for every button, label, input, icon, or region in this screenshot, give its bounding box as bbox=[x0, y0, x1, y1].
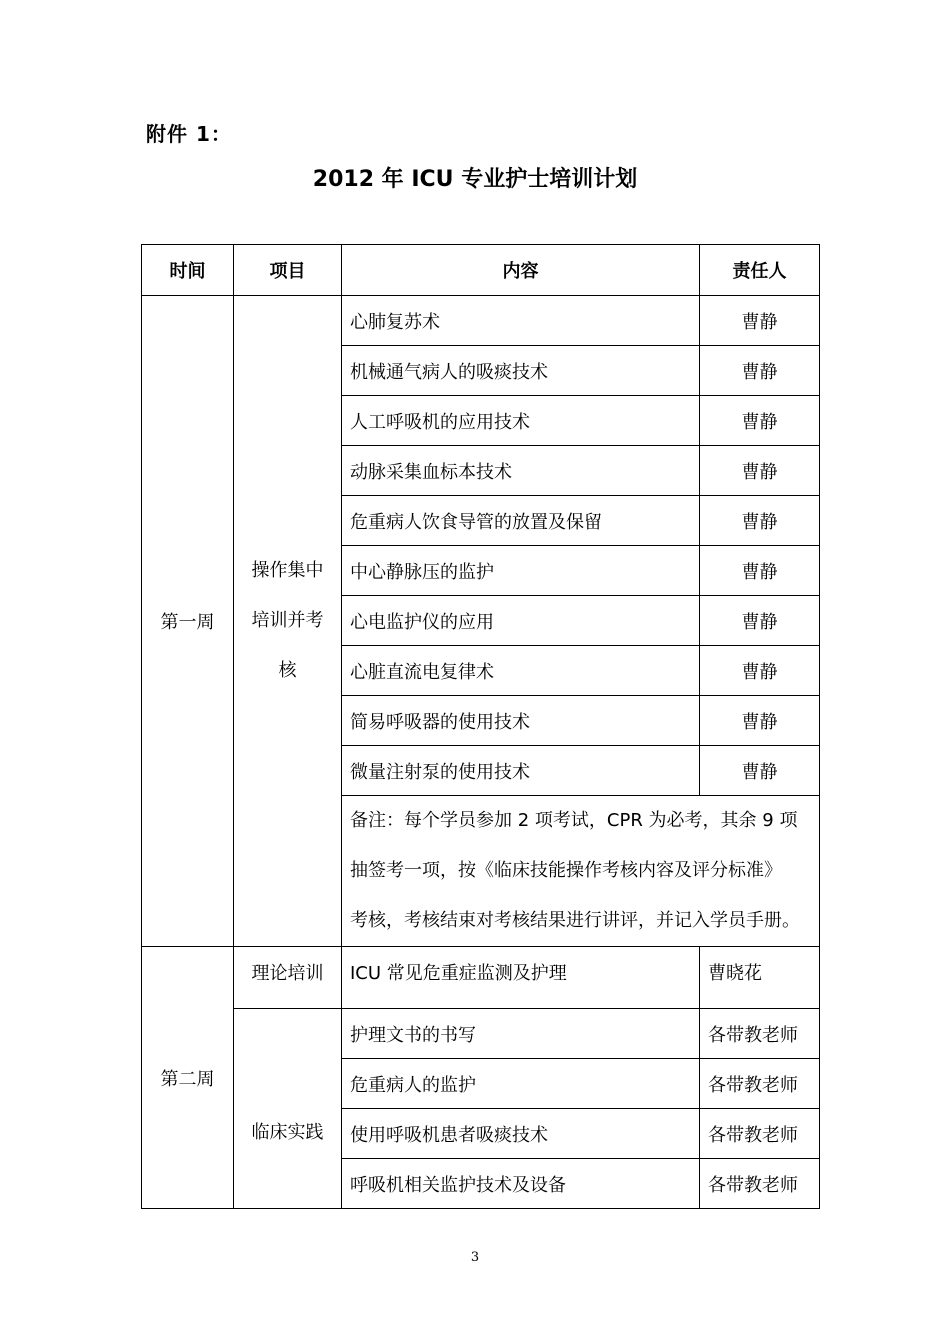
owner-cell: 各带教老师 bbox=[700, 1059, 820, 1109]
week2-time-cell: 第二周 bbox=[142, 947, 234, 1209]
week1-item-line: 核 bbox=[278, 660, 297, 681]
content-cell: 微量注射泵的使用技术 bbox=[342, 746, 700, 796]
owner-cell: 各带教老师 bbox=[700, 1109, 820, 1159]
owner-cell: 曹静 bbox=[700, 346, 820, 396]
owner-cell: 曹静 bbox=[700, 546, 820, 596]
table-row bbox=[142, 947, 820, 1009]
document-title: 2012 年 ICU 专业护士培训计划 bbox=[312, 167, 638, 192]
week1-time-cell: 第一周 bbox=[142, 296, 234, 947]
owner-cell: 曹静 bbox=[700, 696, 820, 746]
content-cell: 中心静脉压的监护 bbox=[342, 546, 700, 596]
column-header-time: 时间 bbox=[142, 245, 234, 296]
owner-cell: 曹静 bbox=[700, 496, 820, 546]
training-plan-table bbox=[141, 244, 820, 1209]
note-line: 备注：每个学员参加 2 项考试，CPR 为必考，其余 9 项 bbox=[350, 810, 798, 831]
content-cell: 护理文书的书写 bbox=[342, 1009, 700, 1059]
content-cell: 心电监护仪的应用 bbox=[342, 596, 700, 646]
content-cell: 动脉采集血标本技术 bbox=[342, 446, 700, 496]
content-cell: 机械通气病人的吸痰技术 bbox=[342, 346, 700, 396]
page-number: 3 bbox=[470, 1250, 480, 1265]
note-line: 考核，考核结束对考核结果进行讲评，并记入学员手册。 bbox=[350, 910, 800, 931]
content-cell: 危重病人的监护 bbox=[342, 1059, 700, 1109]
column-header-content: 内容 bbox=[342, 245, 700, 296]
week2-practice-item-cell: 临床实践 bbox=[234, 1009, 342, 1209]
content-cell: 使用呼吸机患者吸痰技术 bbox=[342, 1109, 700, 1159]
content-cell: 人工呼吸机的应用技术 bbox=[342, 396, 700, 446]
note-line: 抽签考一项，按《临床技能操作考核内容及评分标准》 bbox=[350, 860, 782, 881]
owner-cell: 曹静 bbox=[700, 596, 820, 646]
table-row bbox=[142, 1009, 820, 1059]
owner-cell: 各带教老师 bbox=[700, 1159, 820, 1209]
content-cell: ICU 常见危重症监测及护理 bbox=[342, 947, 700, 1009]
owner-cell: 各带教老师 bbox=[700, 1009, 820, 1059]
owner-cell: 曹静 bbox=[700, 446, 820, 496]
attachment-label: 附件 1： bbox=[146, 122, 232, 146]
content-cell: 简易呼吸器的使用技术 bbox=[342, 696, 700, 746]
content-cell: 呼吸机相关监护技术及设备 bbox=[342, 1159, 700, 1209]
week2-theory-item-cell: 理论培训 bbox=[234, 947, 342, 1009]
content-cell: 危重病人饮食导管的放置及保留 bbox=[342, 496, 700, 546]
table-row bbox=[142, 296, 820, 346]
owner-cell: 曹静 bbox=[700, 746, 820, 796]
column-header-owner: 责任人 bbox=[700, 245, 820, 296]
week1-item-line: 培训并考 bbox=[251, 610, 324, 631]
column-header-item: 项目 bbox=[234, 245, 342, 296]
week1-item-line: 操作集中 bbox=[251, 560, 324, 581]
owner-cell: 曹静 bbox=[700, 646, 820, 696]
week1-item-cell bbox=[234, 296, 342, 947]
content-cell: 心脏直流电复律术 bbox=[342, 646, 700, 696]
content-cell: 心肺复苏术 bbox=[342, 296, 700, 346]
owner-cell: 曹静 bbox=[700, 296, 820, 346]
table-header-row bbox=[142, 245, 820, 296]
owner-cell: 曹晓花 bbox=[700, 947, 820, 1009]
week1-note-cell bbox=[342, 796, 820, 947]
owner-cell: 曹静 bbox=[700, 396, 820, 446]
